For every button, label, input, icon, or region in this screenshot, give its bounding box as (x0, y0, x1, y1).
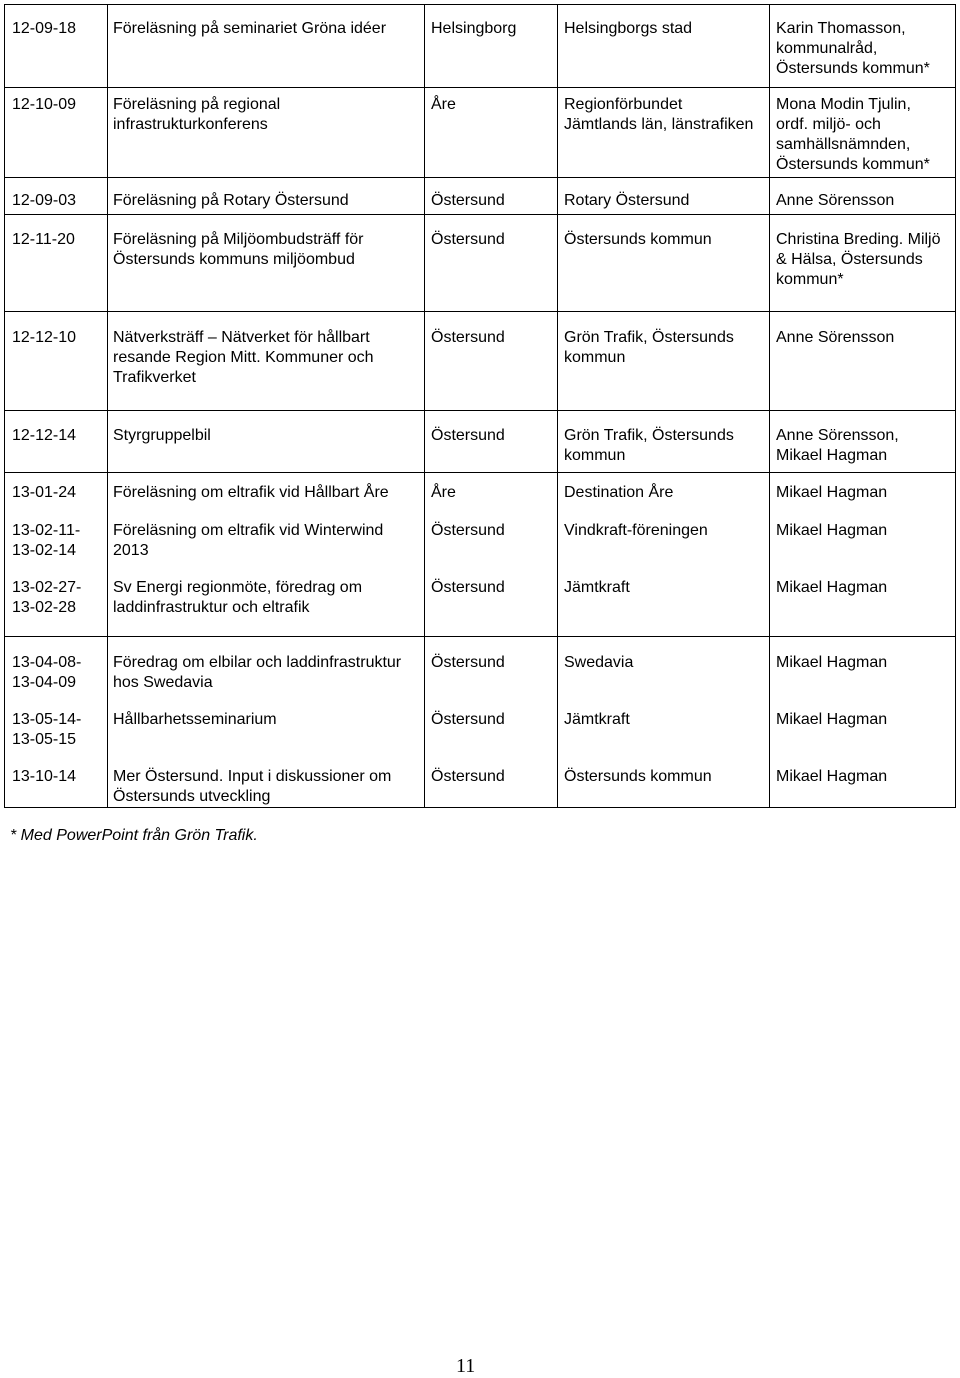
table-cell-place: Östersund (431, 768, 505, 785)
table-cell-contact: Anne Sörensson (776, 329, 895, 346)
table-cell-organizer: Rotary Östersund (564, 192, 690, 209)
table-cell-activity: Föreläsning på regional infrastrukturkonferens (113, 96, 281, 133)
table-cell-contact: Mikael Hagman (776, 484, 888, 501)
table-cell-place: Östersund (431, 579, 505, 596)
table-cell-activity: Föreläsning på Miljöombudsträff för Östersunds kommuns miljöombud (113, 231, 364, 268)
page-number: 11 (456, 1355, 476, 1377)
table-cell-contact: Mikael Hagman (776, 654, 888, 671)
table-cell-organizer: Destination Åre (564, 484, 674, 501)
table-cell-organizer: Jämtkraft (564, 579, 630, 596)
table-cell-activity: Föreläsning på Rotary Östersund (113, 192, 349, 209)
table-cell-place: Östersund (431, 654, 505, 671)
table-cell-organizer: Grön Trafik, Östersunds kommun (564, 329, 734, 366)
table-cell-activity: Hållbarhetsseminarium (113, 711, 277, 728)
table-cell-contact: Karin Thomasson, kommunalråd, Östersunds kommun* (776, 20, 930, 77)
table-cell-organizer: Regionförbundet Jämtlands län, länstrafiken (564, 96, 754, 133)
table-cell-date: 13-04-08- 13-04-09 (12, 654, 82, 691)
table-cell-date: 12-09-18 (12, 20, 77, 37)
table-cell-date: 12-12-14 (12, 427, 77, 444)
table-cell-contact: Anne Sörensson, Mikael Hagman (776, 427, 899, 464)
table-cell-organizer: Grön Trafik, Östersunds kommun (564, 427, 734, 464)
table-cell-activity: Sv Energi regionmöte, föredrag om laddinfrastruktur och eltrafik (113, 579, 363, 616)
table-cell-contact: Mikael Hagman (776, 522, 888, 539)
table-cell-organizer: Östersunds kommun (564, 231, 712, 248)
table-cell-date: 12-09-03 (12, 192, 77, 209)
table-cell-organizer: Östersunds kommun (564, 768, 712, 785)
table-cell-organizer: Vindkraft-föreningen (564, 522, 708, 539)
table-cell-activity: Styrgruppelbil (113, 427, 211, 444)
table-cell-organizer: Jämtkraft (564, 711, 630, 728)
footnote: * Med PowerPoint från Grön Trafik. (10, 827, 258, 844)
table-cell-contact: Mikael Hagman (776, 579, 888, 596)
table-cell-contact: Mona Modin Tjulin, ordf. miljö- och samhällsnämnden, Östersunds kommun* (776, 96, 930, 173)
table-cell-place: Åre (431, 96, 456, 113)
table-cell-activity: Föreläsning om eltrafik vid Hållbart Åre (113, 484, 389, 501)
table-cell-contact: Mikael Hagman (776, 711, 888, 728)
table-cell-activity: Föredrag om elbilar och laddinfrastruktur hos Swedavia (113, 654, 402, 691)
table-cell-date: 12-12-10 (12, 329, 77, 346)
table-cell-date: 13-02-11- 13-02-14 (12, 522, 81, 559)
table-cell-place: Östersund (431, 192, 505, 209)
table-cell-activity: Nätverksträff – Nätverket för hållbart resande Region Mitt. Kommuner och Trafikverket (113, 329, 374, 386)
table-cell-place: Helsingborg (431, 20, 517, 37)
table-cell-activity: Mer Östersund. Input i diskussioner om Östersunds utveckling (113, 768, 392, 805)
table-cell-place: Åre (431, 484, 456, 501)
table-cell-activity: Föreläsning på seminariet Gröna idéer (113, 20, 387, 37)
table-cell-date: 12-10-09 (12, 96, 77, 113)
table-cell-contact: Mikael Hagman (776, 768, 888, 785)
table-cell-date: 13-01-24 (12, 484, 77, 501)
table-cell-place: Östersund (431, 522, 505, 539)
table-cell-date: 13-05-14- 13-05-15 (12, 711, 82, 748)
table-cell-contact: Anne Sörensson (776, 192, 895, 209)
table-cell-organizer: Swedavia (564, 654, 634, 671)
table-cell-contact: Christina Breding. Miljö & Hälsa, Östersunds kommun* (776, 231, 941, 288)
table-cell-place: Östersund (431, 329, 505, 346)
table-cell-date: 13-02-27- 13-02-28 (12, 579, 82, 616)
table-cell-date: 12-11-20 (12, 231, 75, 248)
table-cell-place: Östersund (431, 231, 505, 248)
table-cell-activity: Föreläsning om eltrafik vid Winterwind 2013 (113, 522, 384, 559)
table-cell-place: Östersund (431, 427, 505, 444)
table-cell-organizer: Helsingborgs stad (564, 20, 693, 37)
table-cell-place: Östersund (431, 711, 505, 728)
table-cell-date: 13-10-14 (12, 768, 77, 785)
